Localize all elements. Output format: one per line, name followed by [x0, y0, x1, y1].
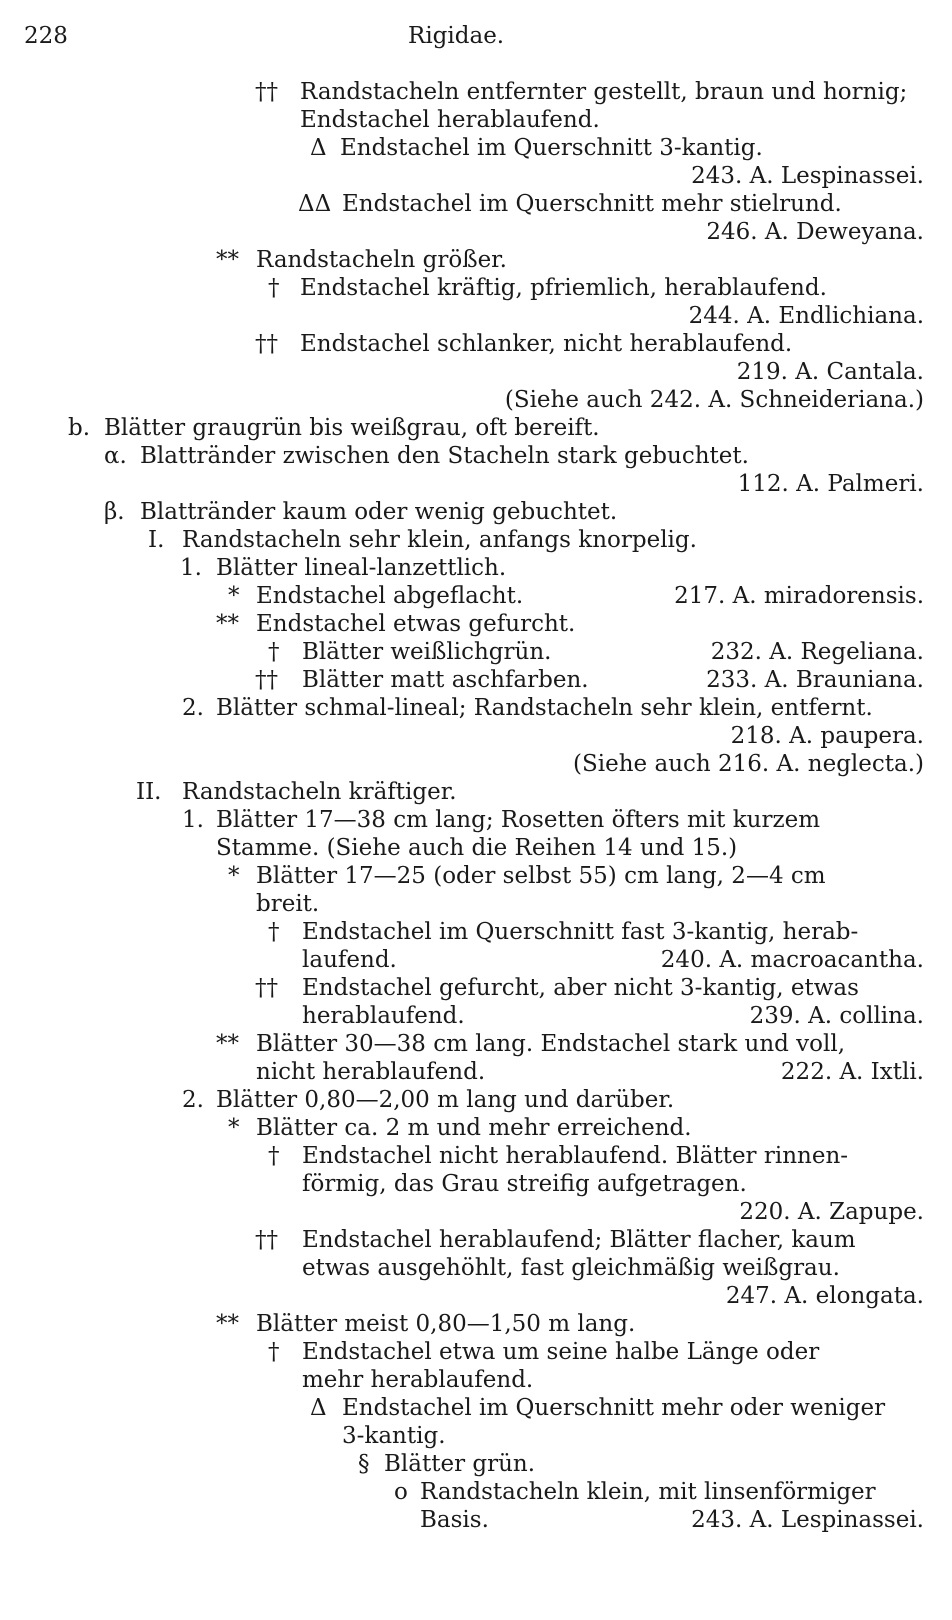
key-text: Randstacheln kräftiger. — [182, 779, 457, 805]
key-text: Endstachel etwas gefurcht. — [256, 611, 576, 637]
key-marker: 1. — [180, 555, 202, 581]
key-marker: 2. — [182, 1087, 204, 1113]
species-reference: 112. A. Palmeri. — [737, 471, 924, 497]
key-marker: † — [268, 639, 280, 665]
key-text: Randstacheln entfernter gestellt, braun und hornig; — [300, 79, 908, 105]
species-reference: 247. A. elongata. — [725, 1283, 924, 1309]
key-marker: †† — [255, 1227, 278, 1253]
key-text: Endstachel etwa um seine halbe Länge oder — [302, 1339, 820, 1365]
key-text: Blätter grün. — [384, 1451, 536, 1477]
species-reference: 222. A. Ixtli. — [780, 1059, 924, 1085]
key-marker: * — [228, 1115, 240, 1141]
species-reference: 243. A. Lespinassei. — [691, 1507, 924, 1533]
key-text: Endstachel im Querschnitt fast 3-kantig, herab- — [302, 919, 859, 945]
key-marker: †† — [255, 975, 278, 1001]
key-marker: II. — [136, 779, 162, 805]
key-text: Blätter lineal-lanzettlich. — [216, 555, 507, 581]
key-text: Blätter 0,80—2,00 m lang und darüber. — [216, 1087, 675, 1113]
key-marker: † — [268, 919, 280, 945]
species-reference: 240. A. macroacantha. — [660, 947, 924, 973]
species-reference: 243. A. Lespinassei. — [691, 163, 924, 189]
key-text: etwas ausgehöhlt, fast gleichmäßig weißgrau. — [302, 1255, 840, 1281]
species-reference: (Siehe auch 216. A. neglecta.) — [573, 751, 924, 777]
key-marker: 1. — [182, 807, 204, 833]
running-title: Rigidae. — [408, 23, 505, 49]
key-marker: ** — [216, 1031, 239, 1057]
key-text: Blätter 30—38 cm lang. Endstachel stark und voll, — [256, 1031, 846, 1057]
species-reference: 239. A. collina. — [749, 1003, 924, 1029]
key-text: nicht herablaufend. — [256, 1059, 486, 1085]
key-marker: β. — [104, 499, 125, 525]
key-text: Endstachel gefurcht, aber nicht 3-kantig, etwas — [302, 975, 859, 1001]
key-marker: †† — [255, 79, 278, 105]
key-text: 3-kantig. — [342, 1423, 446, 1449]
key-text: Endstachel abgeflacht. — [256, 583, 524, 609]
key-text: Blätter 17—38 cm lang; Rosetten öfters mit kurzem — [216, 807, 821, 833]
key-text: mehr herablaufend. — [302, 1367, 534, 1393]
key-marker: I. — [148, 527, 165, 553]
key-marker: o — [394, 1479, 408, 1505]
species-reference: 220. A. Zapupe. — [739, 1199, 924, 1225]
species-reference: 218. A. paupera. — [730, 723, 924, 749]
species-reference: (Siehe auch 242. A. Schneideriana.) — [504, 387, 924, 413]
key-text: Blattränder zwischen den Stacheln stark gebuchtet. — [140, 443, 749, 469]
key-marker: ** — [216, 611, 239, 637]
key-marker: * — [228, 863, 240, 889]
key-text: breit. — [256, 891, 320, 917]
key-marker: ΔΔ — [298, 191, 332, 217]
key-text: Blätter matt aschfarben. — [302, 667, 589, 693]
key-text: Blätter 17—25 (oder selbst 55) cm lang, 2—4 cm — [256, 863, 826, 889]
page-number: 228 — [24, 23, 68, 49]
key-text: Endstachel im Querschnitt mehr oder weniger — [342, 1395, 886, 1421]
key-text: herablaufend. — [302, 1003, 465, 1029]
species-reference: 219. A. Cantala. — [736, 359, 924, 385]
key-text: Endstachel nicht herablaufend. Blätter rinnen- — [302, 1143, 849, 1169]
key-text: Blätter weißlichgrün. — [302, 639, 552, 665]
key-text: Randstacheln größer. — [256, 247, 507, 273]
key-text: Randstacheln klein, mit linsenförmiger — [420, 1479, 876, 1505]
species-reference: 246. A. Deweyana. — [706, 219, 924, 245]
key-text: Endstachel herablaufend. — [300, 107, 600, 133]
key-text: Endstachel schlanker, nicht herablaufend. — [300, 331, 793, 357]
key-marker: ** — [216, 1311, 239, 1337]
key-marker: † — [268, 1339, 280, 1365]
key-marker: * — [228, 583, 240, 609]
key-text: förmig, das Grau streifig aufgetragen. — [302, 1171, 747, 1197]
key-marker: § — [358, 1451, 370, 1477]
species-reference: 232. A. Regeliana. — [710, 639, 924, 665]
key-marker: 2. — [182, 695, 204, 721]
species-reference: 217. A. miradorensis. — [674, 583, 924, 609]
key-text: Randstacheln sehr klein, anfangs knorpelig. — [182, 527, 697, 553]
key-text: Endstachel im Querschnitt 3-kantig. — [340, 135, 763, 161]
key-text: Stamme. (Siehe auch die Reihen 14 und 15.) — [216, 835, 738, 861]
key-text: Blätter schmal-lineal; Randstacheln sehr klein, entfernt. — [216, 695, 873, 721]
key-marker: †† — [255, 667, 278, 693]
species-reference: 233. A. Brauniana. — [706, 667, 924, 693]
key-marker: † — [268, 275, 280, 301]
key-marker: b. — [68, 415, 91, 441]
key-marker: α. — [104, 443, 127, 469]
key-text: Blätter meist 0,80—1,50 m lang. — [256, 1311, 636, 1337]
key-text: Endstachel herablaufend; Blätter flacher, kaum — [302, 1227, 856, 1253]
key-text: Endstachel kräftig, pfriemlich, herablaufend. — [300, 275, 827, 301]
key-marker: † — [268, 1143, 280, 1169]
key-text: Blattränder kaum oder wenig gebuchtet. — [140, 499, 618, 525]
key-text: Blätter graugrün bis weißgrau, oft bereift. — [104, 415, 600, 441]
key-marker: ** — [216, 247, 239, 273]
key-text: Blätter ca. 2 m und mehr erreichend. — [256, 1115, 692, 1141]
key-text: Basis. — [420, 1507, 489, 1533]
species-reference: 244. A. Endlichiana. — [688, 303, 924, 329]
key-text: Endstachel im Querschnitt mehr stielrund. — [342, 191, 842, 217]
key-text: laufend. — [302, 947, 397, 973]
key-marker: Δ — [310, 1395, 327, 1421]
key-marker: †† — [255, 331, 278, 357]
key-marker: Δ — [310, 135, 327, 161]
